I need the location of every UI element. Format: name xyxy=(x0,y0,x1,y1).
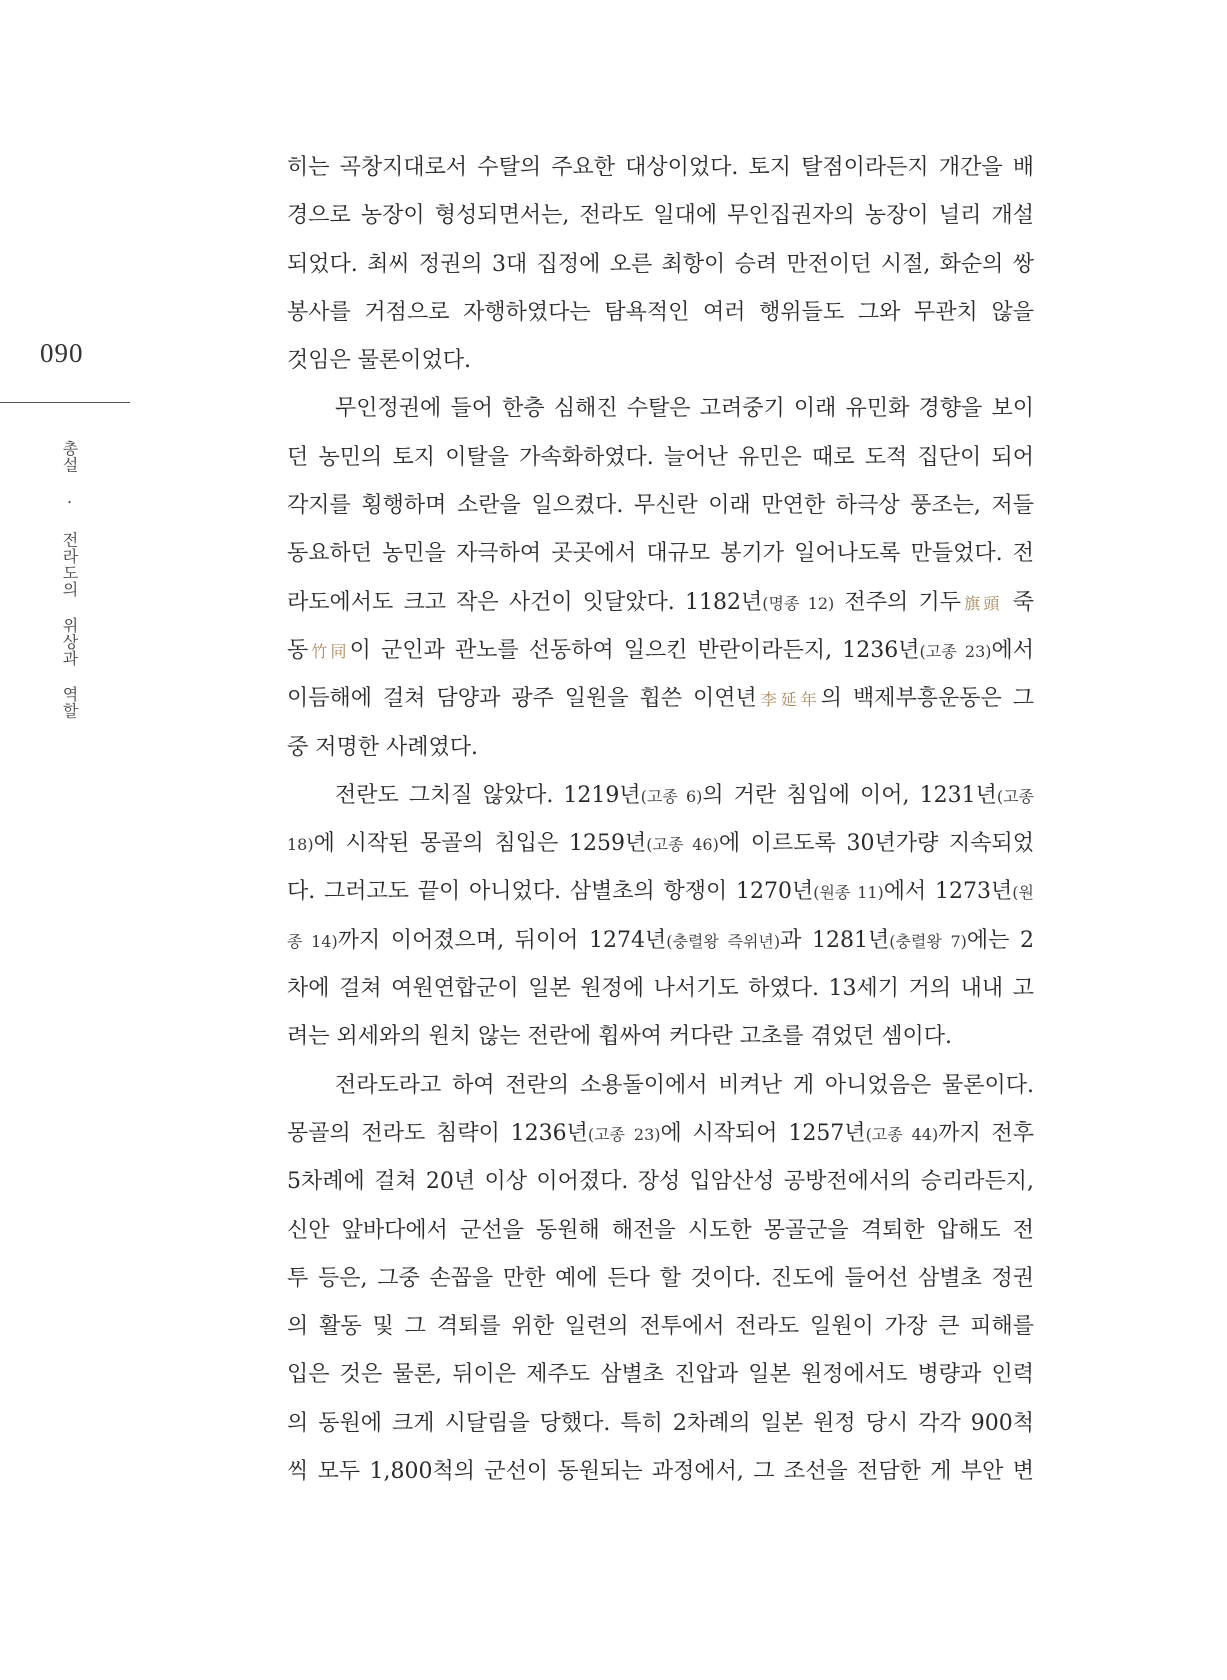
text-line xyxy=(287,436,1034,484)
text-run: 동 xyxy=(287,637,309,663)
text-run: 의 활동 및 그 격퇴를 위한 일련의 전투에서 전라도 일원이 가장 큰 피해를 xyxy=(287,1314,1034,1340)
text-run: 의 동원에 크게 시달림을 당했다. 특히 2차례의 일본 원정 당시 각각 900척 xyxy=(287,1410,1034,1436)
text-run: 까지 전후 xyxy=(938,1120,1034,1146)
text-run: 투 등은, 그중 손꼽을 만한 예에 든다 할 것이다. 진도에 들어선 삼별초 정권 xyxy=(287,1265,1034,1291)
text-line xyxy=(287,1160,1034,1208)
reign-annotation: 종 14) xyxy=(287,931,338,951)
text-run: 각지를 횡행하며 소란을 일으켰다. 무신란 이래 만연한 하극상 풍조는, 저들 xyxy=(287,493,1034,519)
text-line xyxy=(287,1257,1034,1305)
reign-annotation: (고종 23) xyxy=(587,1124,661,1144)
text-run: 동요하던 농민을 자극하여 곳곳에서 대규모 봉기가 일어나도록 만들었다. 전 xyxy=(287,541,1034,567)
text-line xyxy=(287,1112,1034,1160)
text-run: 히는 곡창지대로서 수탈의 주요한 대상이었다. 토지 탈점이라든지 개간을 배 xyxy=(287,155,1034,180)
text-run: 라도에서도 크고 작은 사건이 잇달았다. 1182년 xyxy=(287,589,763,615)
reign-annotation: (고종 46) xyxy=(646,835,719,855)
reign-annotation: (충렬왕 즉위년) xyxy=(666,931,781,951)
text-run: 까지 이어졌으며, 뒤이어 1274년 xyxy=(337,927,667,953)
text-run: 에 시작된 몽골의 침입은 1259년 xyxy=(313,831,647,857)
reign-annotation: (원종 11) xyxy=(813,883,884,903)
text-run: 에 이르도록 30년가량 지속되었 xyxy=(718,831,1035,857)
hanja-gloss: 李延年 xyxy=(756,690,821,710)
text-line xyxy=(287,1209,1034,1257)
text-line xyxy=(287,726,1034,774)
running-head: 총설 · 전라도의 위상과 역할 xyxy=(60,440,79,719)
text-line xyxy=(287,243,1034,291)
text-run: 과 1281년 xyxy=(780,927,890,953)
text-run: 이듬해에 걸쳐 담양과 광주 일원을 휩쓴 이연년 xyxy=(287,686,757,712)
text-run: 전주의 기두 xyxy=(834,589,961,615)
text-line xyxy=(287,387,1034,435)
text-line xyxy=(287,291,1034,339)
text-run: 무인정권에 들어 한층 심해진 수탈은 고려중기 이래 유민화 경향을 보이 xyxy=(335,396,1034,422)
text-line xyxy=(287,677,1034,725)
text-run: 이 군인과 관노를 선동하여 일으킨 반란이라든지, 1236년 xyxy=(349,637,920,663)
text-line xyxy=(287,822,1034,870)
text-line xyxy=(287,532,1034,580)
reign-annotation: (고종 xyxy=(996,786,1034,806)
text-run: 전라도라고 하여 전란의 소용돌이에서 비켜난 게 아니었음은 물론이다. xyxy=(335,1072,1034,1098)
text-line xyxy=(287,774,1034,822)
text-run: 다. 그러고도 끝이 아니었다. 삼별초의 항쟁이 1270년 xyxy=(287,879,814,905)
text-run: 에서 xyxy=(991,637,1035,663)
text-run: 죽 xyxy=(1002,589,1035,615)
text-line xyxy=(287,1450,1034,1498)
text-line xyxy=(287,870,1034,918)
text-run: 되었다. 최씨 정권의 3대 집정에 오른 최항이 승려 만전이던 시절, 화순의 쌍 xyxy=(287,251,1034,277)
text-run: 의 거란 침입에 이어, 1231년 xyxy=(702,782,997,808)
text-line xyxy=(287,194,1034,242)
hanja-gloss: 竹同 xyxy=(308,641,350,661)
text-run: 에 시작되어 1257년 xyxy=(660,1120,866,1146)
text-run: 몽골의 전라도 침략이 1236년 xyxy=(287,1120,588,1146)
body-text xyxy=(287,146,1034,1498)
text-line xyxy=(287,629,1034,677)
text-line xyxy=(287,1015,1034,1063)
reign-annotation: (고종 6) xyxy=(640,786,703,806)
text-line xyxy=(287,146,1034,194)
reign-annotation: (명종 12) xyxy=(762,593,835,613)
page-number: 090 xyxy=(40,338,84,368)
reign-annotation: (충렬왕 7) xyxy=(889,931,967,951)
reign-annotation: (고종 23) xyxy=(919,641,992,661)
reign-annotation: 18) xyxy=(287,835,314,855)
text-run: 던 농민의 토지 이탈을 가속화하였다. 늘어난 유민은 때로 도적 집단이 되어 xyxy=(287,444,1034,470)
text-line xyxy=(287,339,1034,387)
text-run: 의 백제부흥운동은 그 xyxy=(820,686,1034,712)
text-run: 에는 2 xyxy=(966,927,1034,953)
text-run: 경으로 농장이 형성되면서는, 전라도 일대에 무인집권자의 농장이 널리 개설 xyxy=(287,203,1034,229)
text-run: 신안 앞바다에서 군선을 동원해 해전을 시도한 몽골군을 격퇴한 압해도 전 xyxy=(287,1217,1034,1243)
text-run: 중 저명한 사례였다. xyxy=(287,734,478,760)
text-run: 려는 외세와의 원치 않는 전란에 휩싸여 커다란 고초를 겪었던 셈이다. xyxy=(287,1024,952,1050)
text-run: 봉사를 거점으로 자행하였다는 탐욕적인 여러 행위들도 그와 무관치 않을 xyxy=(287,299,1034,325)
text-run: 에서 1273년 xyxy=(883,879,1013,905)
text-run: 입은 것은 물론, 뒤이은 제주도 삼별초 진압과 일본 원정에서도 병량과 인력 xyxy=(287,1362,1034,1388)
margin-divider xyxy=(0,402,130,403)
text-line xyxy=(287,967,1034,1015)
text-run: 것임은 물론이었다. xyxy=(287,348,472,374)
text-line xyxy=(287,1353,1034,1401)
text-line xyxy=(287,1064,1034,1112)
text-run: 씩 모두 1,800척의 군선이 동원되는 과정에서, 그 조선을 전담한 게 부안 변 xyxy=(287,1459,1034,1485)
reign-annotation: (고종 44) xyxy=(865,1124,939,1144)
text-line xyxy=(287,484,1034,532)
text-line xyxy=(287,581,1034,629)
text-line xyxy=(287,1305,1034,1353)
hanja-gloss: 旗頭 xyxy=(960,593,1003,613)
reign-annotation: (원 xyxy=(1012,883,1034,903)
text-run: 전란도 그치질 않았다. 1219년 xyxy=(335,782,641,808)
text-line xyxy=(287,1402,1034,1450)
text-run: 5차례에 걸쳐 20년 이상 이어졌다. 장성 입암산성 공방전에서의 승리라든지, xyxy=(287,1169,1034,1195)
text-line xyxy=(287,919,1034,967)
text-run: 차에 걸쳐 여원연합군이 일본 원정에 나서기도 하였다. 13세기 거의 내내 고 xyxy=(287,976,1034,1002)
